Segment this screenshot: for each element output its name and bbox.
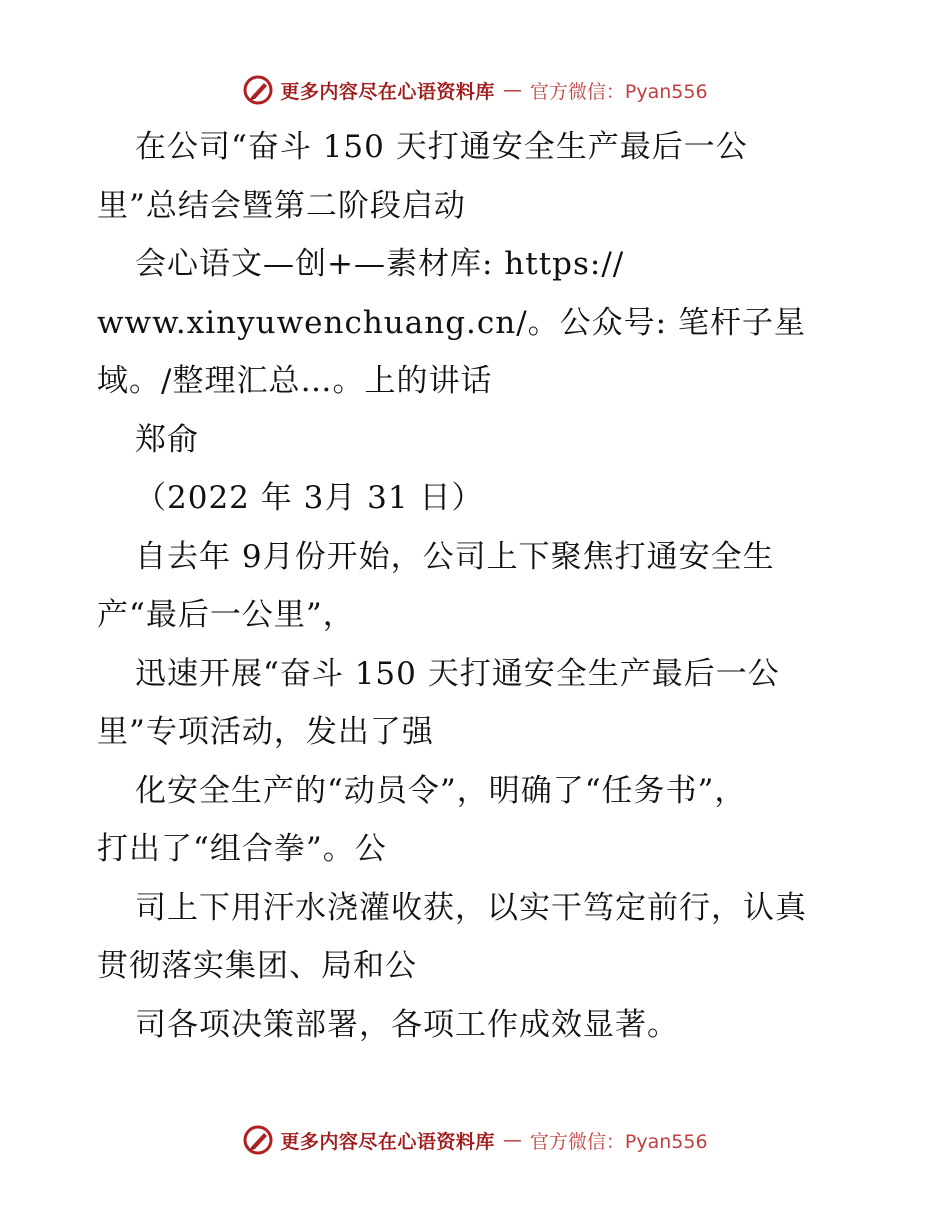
- watermark-wechat: 官方微信：Pyan556: [529, 80, 708, 103]
- text-line: 域。/整理汇总…。上的讲话: [97, 363, 493, 399]
- text-line: 里”总结会暨第二阶段启动: [97, 187, 466, 224]
- header-watermark: [0, 70, 950, 110]
- text-line: 里”专项活动，发出了强: [97, 714, 434, 750]
- text-line: 打出了“组合拳”。公: [97, 831, 387, 867]
- text-line: 会心语文—创+—素材库: https://: [135, 246, 625, 282]
- author-name: 郑俞: [135, 421, 199, 458]
- watermark-separator: —: [502, 79, 522, 101]
- text-line: 自去年 9月份开始，公司上下聚焦打通安全生: [135, 538, 775, 575]
- watermark-wechat: 官方微信：Pyan556: [529, 1130, 708, 1153]
- text-line: 司各项决策部署，各项工作成效显著。: [135, 1006, 679, 1043]
- watermark-separator: —: [502, 1129, 522, 1151]
- text-line: 司上下用汗水浇灌收获，以实干笃定前行，认真: [135, 889, 807, 926]
- watermark-text: 更多内容尽在心语资料库: [280, 1130, 495, 1153]
- footer-watermark: [0, 1120, 950, 1160]
- pen-logo-icon: [242, 74, 274, 106]
- document-body: [97, 118, 877, 1054]
- text-line: 在公司“奋斗 150 天打通安全生产最后一公: [135, 129, 748, 165]
- text-line: www.xinyuwenchuang.cn/。公众号: 笔杆子星: [97, 304, 806, 341]
- text-line: 化安全生产的“动员令”，明确了“任务书”，: [135, 772, 747, 809]
- watermark-text: 更多内容尽在心语资料库: [280, 80, 495, 103]
- text-line: 产“最后一公里”，: [97, 597, 355, 633]
- pen-logo-icon: [242, 1124, 274, 1156]
- speech-date: （2022 年 3月 31 日）: [135, 480, 484, 516]
- text-line: 贯彻落实集团、局和公: [97, 948, 417, 984]
- text-line: 迅速开展“奋斗 150 天打通安全生产最后一公: [135, 655, 780, 692]
